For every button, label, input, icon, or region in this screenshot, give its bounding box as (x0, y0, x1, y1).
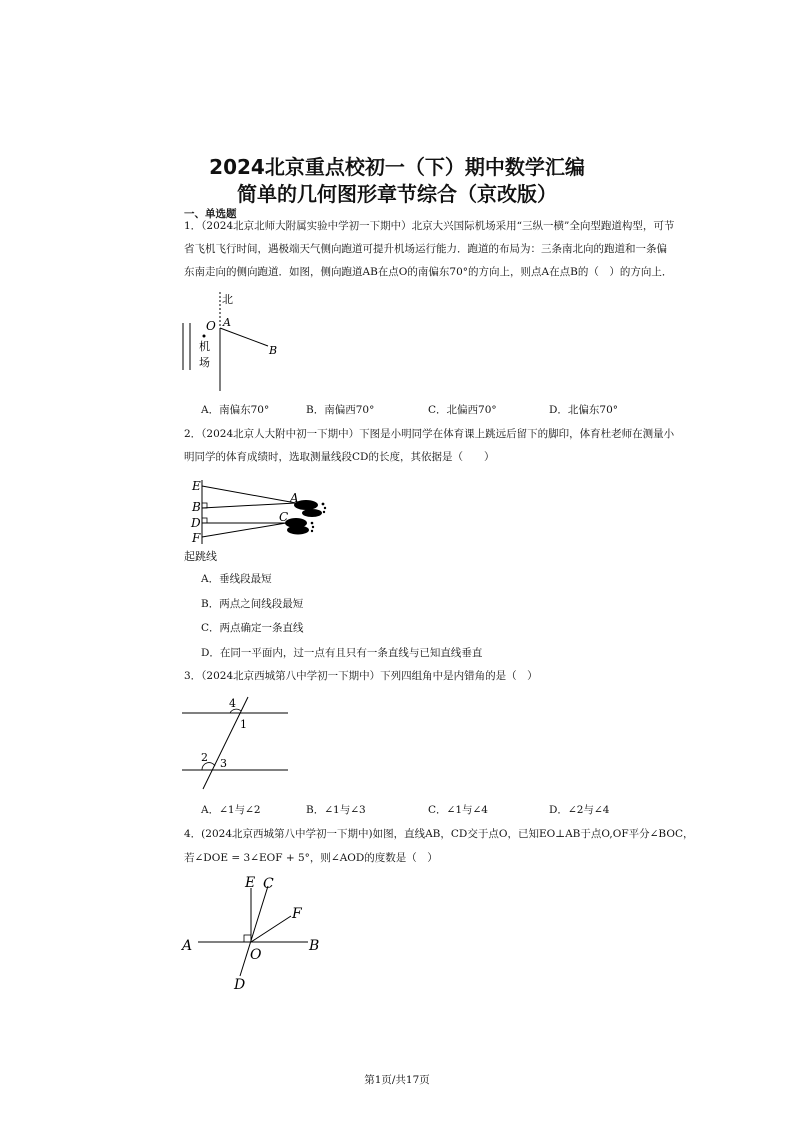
q4-label-E: E (245, 875, 256, 891)
q3-option-d: D．∠2与∠4 (549, 804, 610, 816)
q1-label-A: A (223, 316, 231, 329)
q1-airport-char2: 场 (199, 356, 210, 369)
q2-option-d: D．在同一平面内，过一点有且只有一条直线与已知直线垂直 (201, 647, 483, 659)
q4-line-2: 若∠DOE = 3∠EOF + 5°，则∠AOD的度数是（ ） (184, 852, 438, 864)
q2-label-C: C (279, 510, 289, 524)
q3-angle-4: 4 (229, 697, 236, 710)
q1-option-b: B．南偏西70° (306, 404, 375, 416)
q4-label-O: O (250, 947, 262, 963)
q2-option-b: B．两点之间线段最短 (201, 598, 304, 610)
footprint-upper-icon (294, 500, 326, 517)
q1-option-a: A．南偏东70° (201, 404, 270, 416)
doc-title-line2: 简单的几何图形章节综合（京改版） (237, 182, 557, 206)
q4-label-B: B (309, 938, 320, 954)
q2-label-B: B (192, 500, 201, 514)
q2-line-1: 2．（2024北京人大附中初一下期中）下图是小明同学在体育课上跳远后留下的脚印，体育杜老师在测量小 (184, 428, 675, 440)
q1-option-c: C．北偏西70° (428, 404, 497, 416)
q3-angle-3: 3 (220, 757, 227, 770)
q4-line-1: 4．(2024北京西城第八中学初一下期中)如图，直线AB，CD交于点O，已知EO⊥AB于点O,OF平分∠BOC， (184, 828, 694, 840)
q3-option-c: C．∠1与∠4 (428, 804, 488, 816)
q3-angle-2: 2 (201, 751, 208, 764)
q2-jump-line-label: 起跳线 (184, 550, 217, 563)
q1-airport-char1: 机 (199, 340, 210, 353)
q2-option-c: C．两点确定一条直线 (201, 622, 304, 634)
q3-angle-1: 1 (240, 718, 247, 731)
footprint-lower-icon (285, 518, 314, 535)
section-heading: 一、单选题 (184, 208, 237, 220)
q1-line-1: 1．（2024北京北师大附属实验中学初一下期中）北京大兴国际机场采用“三纵一横”全向型跑道构型，可节 (184, 220, 675, 232)
q3-figure (182, 693, 292, 793)
q1-label-B: B (269, 344, 278, 357)
q3-line-1: 3．（2024北京西城第八中学初一下期中）下列四组角中是内错角的是（ ） (184, 670, 538, 682)
q3-option-b: B．∠1与∠3 (306, 804, 366, 816)
q4-label-F: F (292, 906, 302, 922)
q4-figure (178, 872, 328, 994)
q4-label-C: C (263, 876, 274, 892)
q2-line-2: 明同学的体育成绩时，选取测量线段CD的长度，其依据是（ ） (184, 451, 495, 463)
q1-line-2: 省飞机飞行时间，遇极端天气侧向跑道可提升机场运行能力．跑道的布局为：三条南北向的跑道和一条偏 (184, 243, 667, 255)
q4-label-D: D (234, 977, 246, 993)
q2-label-D: D (191, 516, 201, 530)
q1-label-O: O (206, 319, 216, 333)
q4-label-A: A (182, 938, 193, 954)
page-footer: 第1页/共17页 (364, 1074, 430, 1086)
q1-line-3: 东南走向的侧向跑道．如图，侧向跑道AB在点O的南偏东70°的方向上，则点A在点B的（ ）的方向上． (184, 266, 673, 278)
doc-title-line1: 2024北京重点校初一（下）期中数学汇编 (209, 155, 585, 179)
q1-figure (178, 288, 288, 398)
q1-option-d: D．北偏东70° (549, 404, 619, 416)
q2-option-a: A．垂线段最短 (201, 573, 272, 585)
q1-north-label: 北 (222, 293, 233, 306)
q2-label-E: E (192, 479, 201, 493)
q3-option-a: A．∠1与∠2 (201, 804, 261, 816)
q2-label-A: A (290, 491, 299, 505)
q2-label-F: F (192, 531, 201, 545)
